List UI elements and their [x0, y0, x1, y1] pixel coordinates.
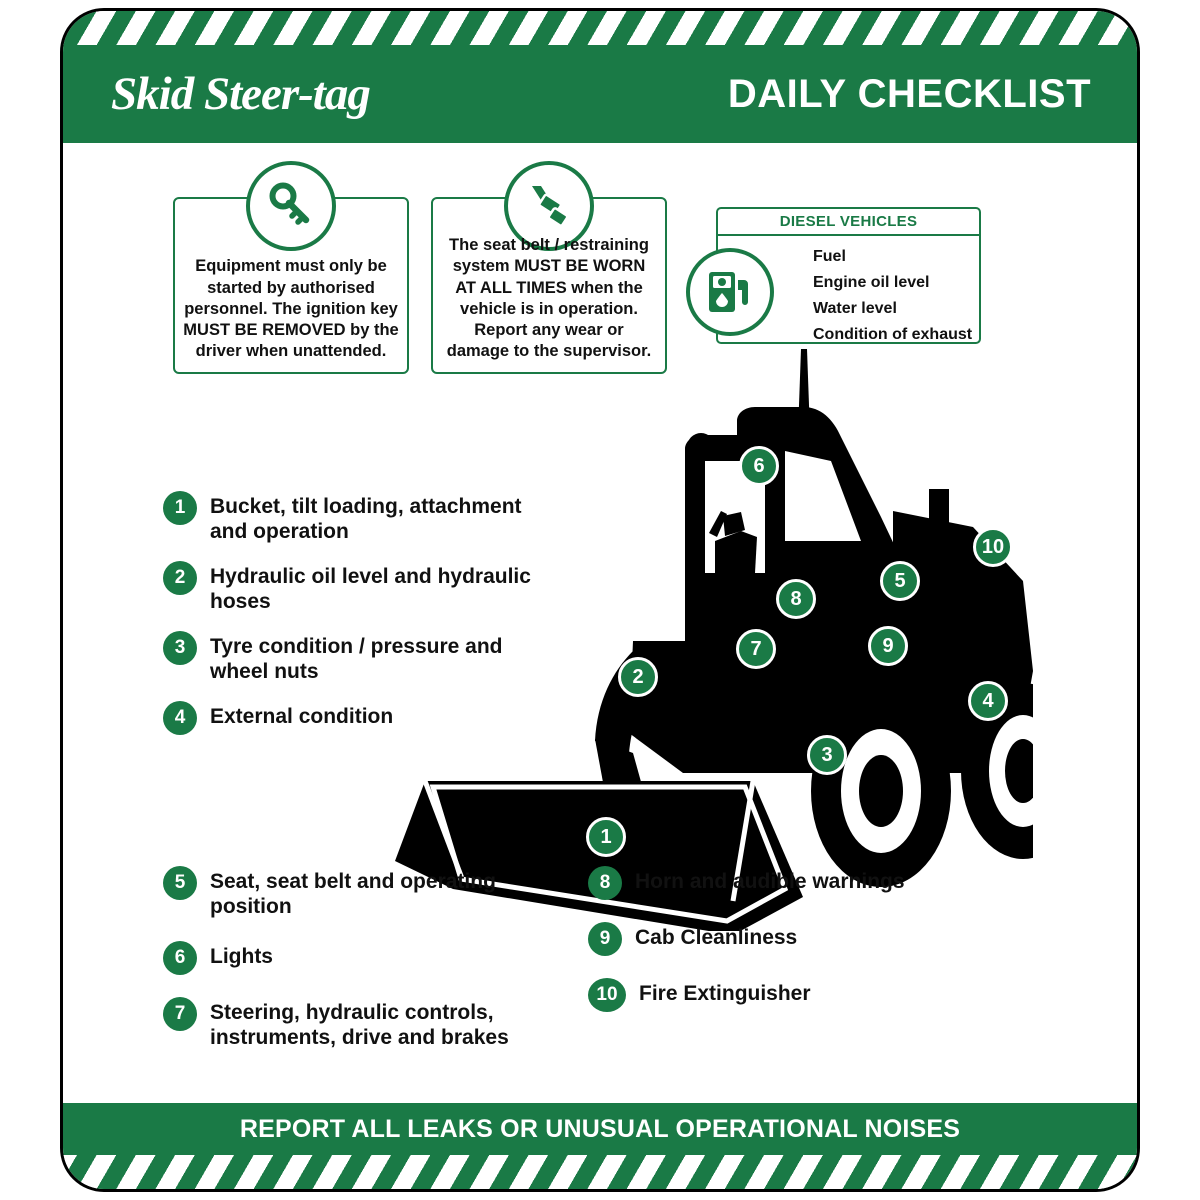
- header-bar: [63, 45, 1137, 143]
- item-number: 7: [163, 997, 197, 1031]
- item-number: 1: [163, 491, 197, 525]
- callout-2: 2: [618, 657, 658, 697]
- item-number: 4: [163, 701, 197, 735]
- diesel-vehicles-box: [716, 207, 981, 344]
- item-number: 9: [588, 922, 622, 956]
- checklist-item-9: [588, 922, 1008, 956]
- item-number: 10: [588, 978, 626, 1012]
- item-number: 2: [163, 561, 197, 595]
- callout-4: 4: [968, 681, 1008, 721]
- callout-3: 3: [807, 735, 847, 775]
- callout-1: 1: [586, 817, 626, 857]
- item-label: Bucket, tilt loading, attachment and operation: [210, 495, 522, 543]
- hazard-stripe-top: [63, 11, 1137, 45]
- diesel-item: Condition of exhaust: [813, 325, 973, 343]
- checklist-item-10: [588, 978, 1008, 1012]
- diesel-item: Fuel: [813, 248, 846, 265]
- key-icon: [246, 161, 336, 251]
- info-box-text: The seat belt / restraining system MUST BE WORN AT ALL TIMES when the vehicle is in operation. Report any wear or damage to the supervisor.: [446, 236, 652, 360]
- checklist-item-6: [163, 941, 583, 975]
- brand-logo: Skid Steer-tag: [111, 68, 370, 120]
- item-number: 6: [163, 941, 197, 975]
- checklist-item-8: [588, 866, 1008, 900]
- diesel-body: [718, 236, 979, 342]
- checklist-bottom-left: [163, 866, 583, 1072]
- fuel-pump-icon: [686, 248, 774, 336]
- item-label: Tyre condition / pressure and wheel nuts: [210, 635, 503, 683]
- checklist-item-1: [163, 491, 553, 544]
- item-label: Fire Extinguisher: [639, 982, 811, 1005]
- callout-8: 8: [776, 579, 816, 619]
- item-label: External condition: [210, 705, 394, 729]
- callout-5: 5: [880, 561, 920, 601]
- checklist-item-7: [163, 997, 583, 1050]
- footer-warning-text: REPORT ALL LEAKS OR UNUSUAL OPERATIONAL NOISES: [239, 1114, 961, 1143]
- item-label: Seat, seat belt and operating position: [210, 870, 496, 918]
- item-label: Lights: [210, 945, 273, 969]
- info-box-text: Equipment must only be started by authorised personnel. The ignition key MUST BE REMOVED by the driver when unattended.: [183, 257, 399, 360]
- checklist-left: [163, 491, 553, 752]
- callout-7: 7: [736, 629, 776, 669]
- diesel-item: Water level: [813, 299, 897, 317]
- skid-steer-tag-card: [60, 8, 1140, 1192]
- item-label: Hydraulic oil level and hydraulic hoses: [210, 565, 531, 613]
- checklist-item-5: [163, 866, 583, 919]
- checklist-bottom-right: [588, 866, 1008, 1034]
- item-label: Steering, hydraulic controls, instruments, drive and brakes: [210, 1001, 509, 1049]
- footer-bar: [63, 1103, 1137, 1155]
- checklist-item-2: [163, 561, 553, 614]
- hazard-stripe-bottom: [63, 1155, 1137, 1189]
- diesel-item: Engine oil level: [813, 273, 930, 291]
- callout-6: 6: [739, 446, 779, 486]
- page-title: DAILY CHECKLIST: [727, 71, 1091, 116]
- item-label: Horn and audible warnings: [635, 870, 905, 893]
- callout-9: 9: [868, 626, 908, 666]
- item-number: 8: [588, 866, 622, 900]
- checklist-item-3: [163, 631, 553, 684]
- item-label: Cab Cleanliness: [635, 926, 798, 949]
- item-number: 3: [163, 631, 197, 665]
- callout-10: 10: [973, 527, 1013, 567]
- checklist-item-4: [163, 701, 553, 735]
- diesel-title: DIESEL VEHICLES: [718, 209, 979, 236]
- diesel-item-list: [813, 244, 972, 348]
- item-number: 5: [163, 866, 197, 900]
